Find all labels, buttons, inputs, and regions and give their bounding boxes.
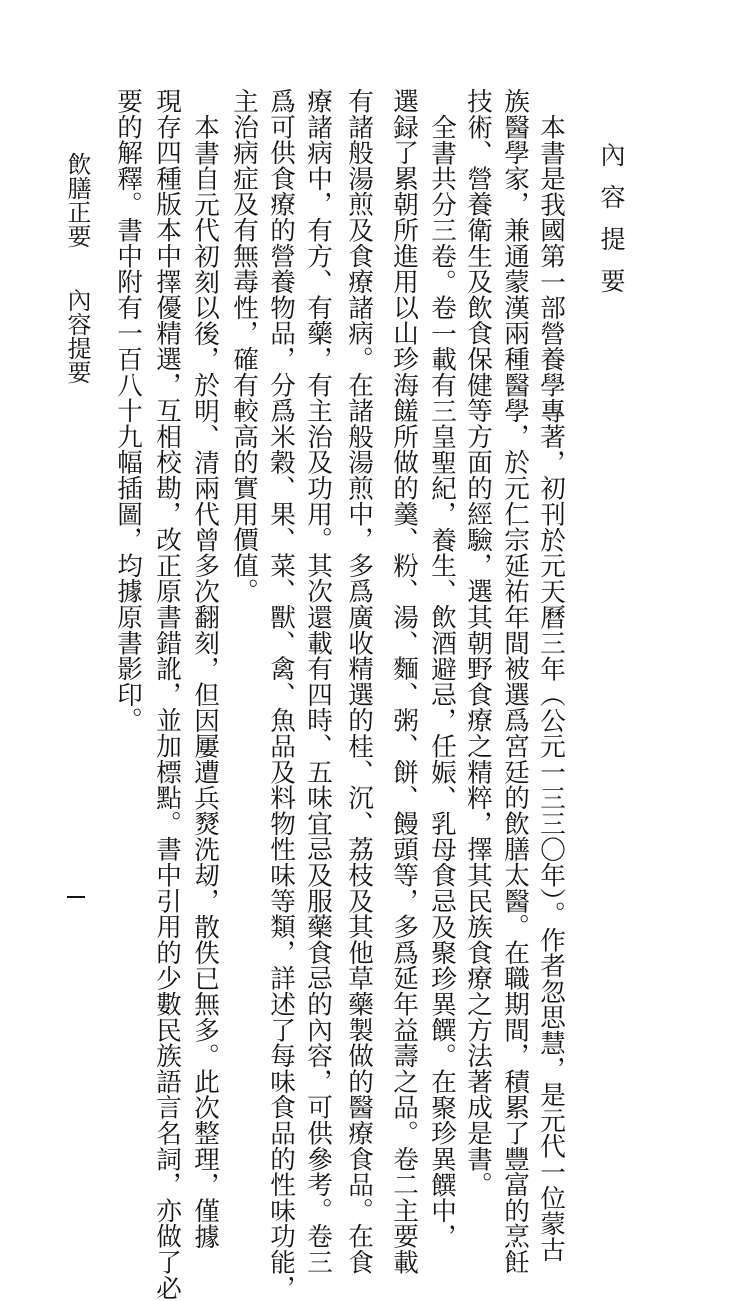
text-column-5: 選録了累朝所進用以山珍海饈所做的羹、粉、湯、麵、粥、餅、饅頭等，多爲延年益壽之品。卷二主要載 xyxy=(389,88,419,1275)
text-column-7: 療諸病中，有方、有藥，有主治及功用。其次還載有四時、五味宜忌及服藥食忌的內容，可供參考。卷三 xyxy=(303,88,333,1275)
text-column-6: 有諸般湯煎及食療諸病。在諸般湯煎中，多爲廣收精選的桂、沉、荔枝及其他草藥製做的醫療食品。在食 xyxy=(344,88,374,1275)
footer-book-title: 飲膳正要 xyxy=(63,152,91,248)
text-column-8: 爲可供食療的營養物品，分爲米穀、果、菜、獸、禽、魚品及料物性味等類，詳述了每味食品的性味功能， xyxy=(266,88,296,1301)
running-footer xyxy=(62,152,92,384)
text-column-1: 本書是我國第一部營養學專著，初刊於元天曆三年（公元一三三〇年）。作者忽思慧，是元代一位蒙古 xyxy=(536,114,566,1263)
text-column-4: 全書共分三卷。卷一載有三皇聖紀，養生、飲酒避忌，任娠、乳母食忌及聚珍異饌。在聚珍異饌中， xyxy=(427,114,457,1250)
page-number xyxy=(67,896,85,898)
page-title: 內容提要 xyxy=(597,142,626,310)
text-column-10: 本書自元代初刻以後，於明、清兩代曾多次翻刻，但因屢遭兵燹洗刼，散佚已無多。此次整理，僅據 xyxy=(190,114,220,1250)
text-column-12: 要的解釋。書中附有一百八十九幅插圖，均據原書影印。 xyxy=(113,88,143,733)
text-column-11: 現存四種版本中擇優精選，互相校勘，改正原書錯訛，並加標點。書中引用的少數民族語言名詞，亦做了必 xyxy=(152,88,182,1301)
footer-section: 內容提要 xyxy=(63,288,91,384)
text-column-3: 技術、營養衛生及飲食保健等方面的經驗，選其朝野食療之精粹，擇其民族食療之方法著成是書。 xyxy=(463,88,493,1198)
text-column-9: 主治病症及有無毒性，確有較高的實用價值。 xyxy=(229,88,259,604)
text-column-2: 族醫學家，兼通蒙漢兩種醫學，於元仁宗延祐年間被選爲宮廷的飲膳太醫。在職期間，積累了豐富的烹飪 xyxy=(500,88,530,1275)
